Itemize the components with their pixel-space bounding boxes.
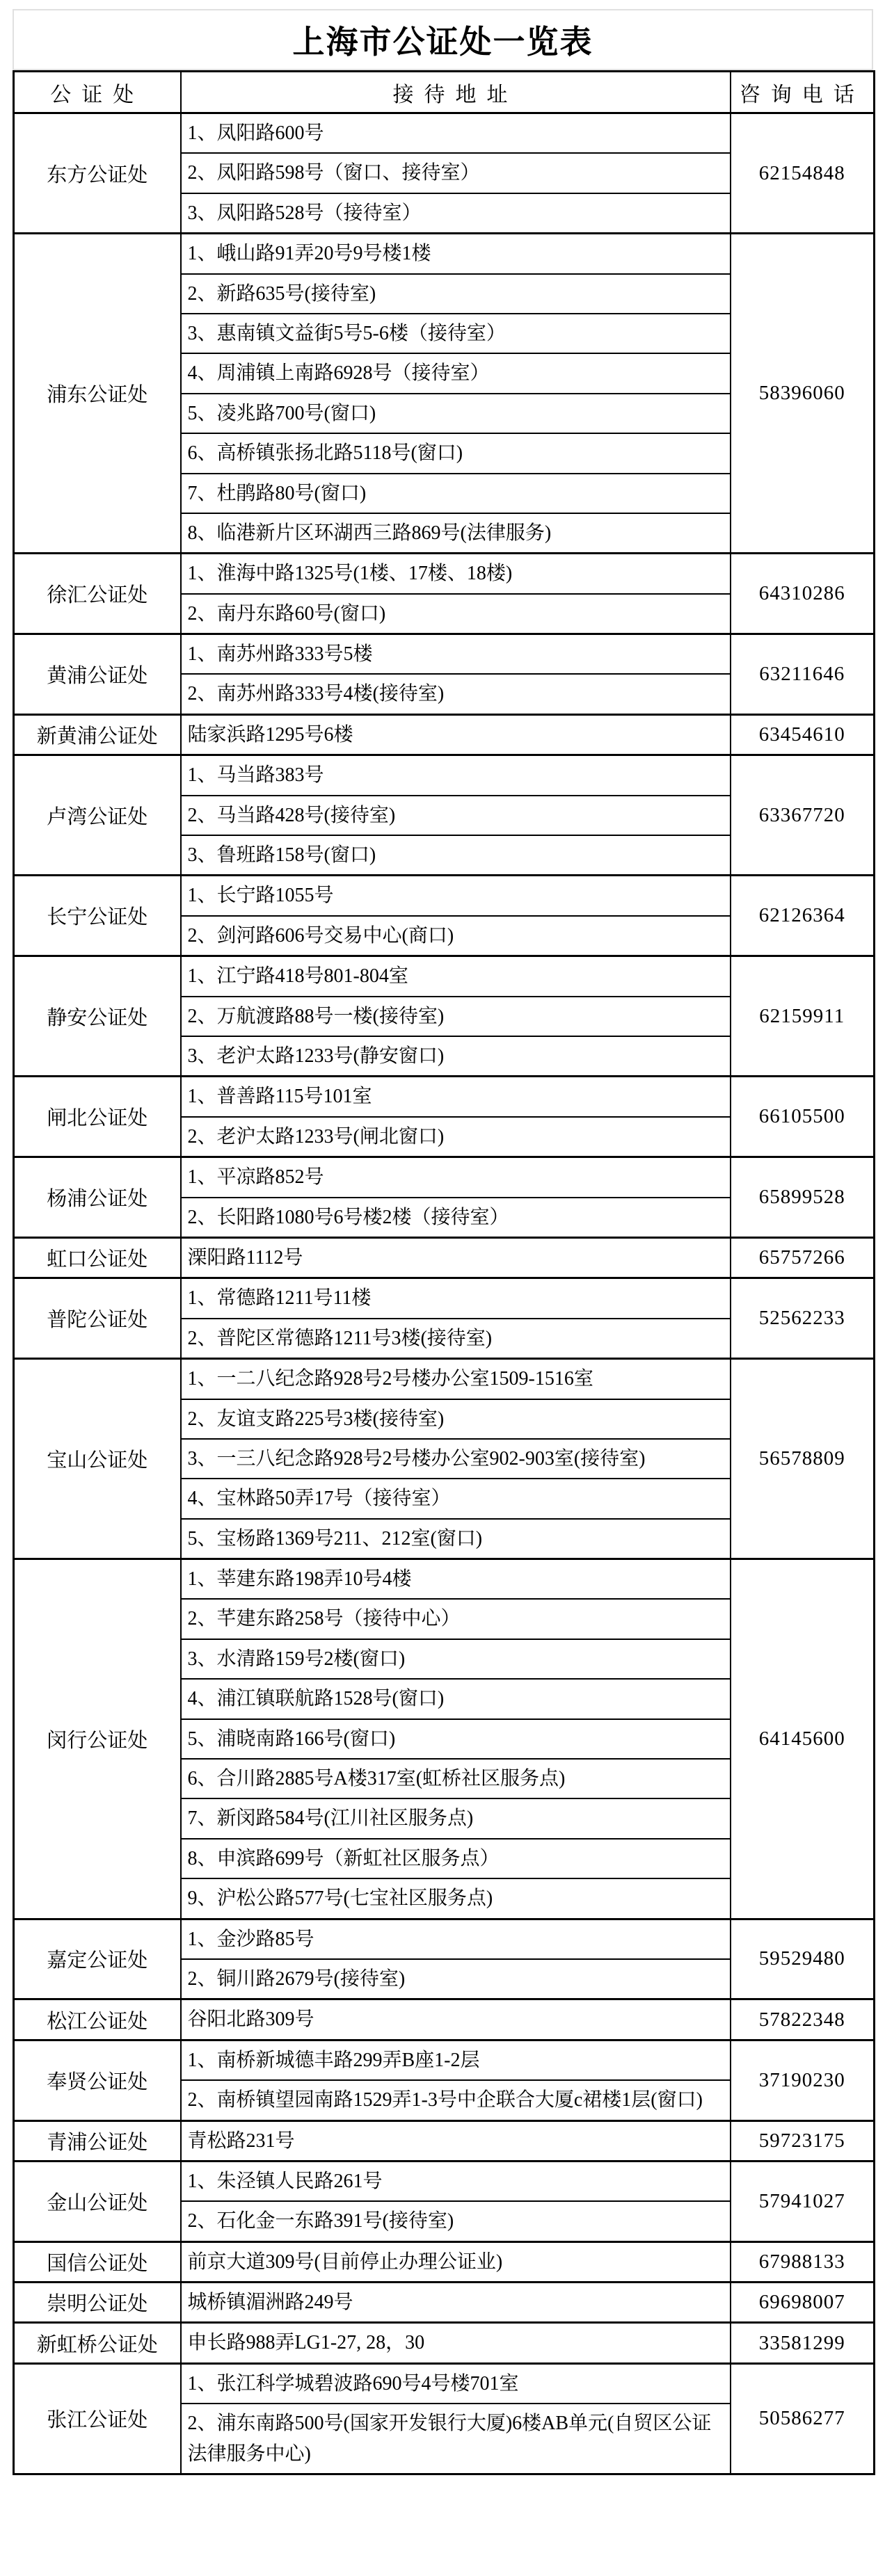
address-cell: 2、石化金一东路391号(接待室) — [181, 2201, 731, 2241]
table-row — [14, 1559, 875, 1600]
office-name-cell: 宝山公证处 — [14, 1359, 181, 1559]
phone-cell: 69698007 — [731, 2283, 875, 2323]
address-cell: 3、水清路159号2楼(窗口) — [181, 1639, 731, 1679]
address-cell: 7、杜鹃路80号(窗口) — [181, 474, 731, 513]
table-row — [14, 876, 875, 916]
phone-cell: 63211646 — [731, 634, 875, 715]
office-name-cell: 静安公证处 — [14, 956, 181, 1077]
table-row — [14, 1359, 875, 1399]
table-row — [14, 113, 875, 154]
header-office: 公证处 — [14, 72, 181, 113]
address-cell: 8、申滨路699号（新虹社区服务点） — [181, 1839, 731, 1878]
phone-cell: 63367720 — [731, 755, 875, 876]
address-cell: 2、新路635号(接待室) — [181, 274, 731, 314]
address-cell: 5、宝杨路1369号211、212室(窗口) — [181, 1519, 731, 1559]
address-cell: 4、宝林路50弄17号（接待室） — [181, 1479, 731, 1518]
address-cell: 谷阳北路309号 — [181, 1999, 731, 2040]
address-cell: 2、万航渡路88号一楼(接待室) — [181, 997, 731, 1036]
address-cell: 8、临港新片区环湖西三路869号(法律服务) — [181, 513, 731, 554]
phone-cell: 58396060 — [731, 234, 875, 554]
address-cell: 6、合川路2885号A楼317室(虹桥社区服务点) — [181, 1759, 731, 1798]
address-cell: 1、莘建东路198弄10号4楼 — [181, 1559, 731, 1600]
office-name-cell: 松江公证处 — [14, 1999, 181, 2040]
table-row — [14, 1919, 875, 1959]
phone-cell: 56578809 — [731, 1359, 875, 1559]
address-cell: 1、常德路1211号11楼 — [181, 1278, 731, 1319]
address-cell: 2、芊建东路258号（接待中心） — [181, 1599, 731, 1639]
office-name-cell: 国信公证处 — [14, 2241, 181, 2282]
address-cell: 2、南丹东路60号(窗口) — [181, 594, 731, 634]
address-cell: 1、淮海中路1325号(1楼、17楼、18楼) — [181, 554, 731, 594]
address-cell: 2、普陀区常德路1211号3楼(接待室) — [181, 1319, 731, 1359]
phone-cell: 65899528 — [731, 1157, 875, 1238]
phone-cell: 64145600 — [731, 1559, 875, 1919]
notary-offices-table — [13, 70, 875, 2475]
office-name-cell: 普陀公证处 — [14, 1278, 181, 1359]
office-name-cell: 张江公证处 — [14, 2363, 181, 2474]
office-name-cell: 新黄浦公证处 — [14, 714, 181, 755]
office-name-cell: 崇明公证处 — [14, 2283, 181, 2323]
phone-cell: 57822348 — [731, 1999, 875, 2040]
address-cell: 2、南桥镇望园南路1529弄1-3号中企联合大厦c裙楼1层(窗口) — [181, 2080, 731, 2120]
address-cell: 2、剑河路606号交易中心(商口) — [181, 916, 731, 956]
phone-cell: 62126364 — [731, 876, 875, 956]
office-name-cell: 奉贤公证处 — [14, 2040, 181, 2120]
table-row — [14, 554, 875, 594]
table-row — [14, 634, 875, 675]
table-row — [14, 755, 875, 796]
phone-cell: 59723175 — [731, 2120, 875, 2161]
table-row — [14, 2161, 875, 2201]
table-row — [14, 714, 875, 755]
phone-cell: 64310286 — [731, 554, 875, 634]
address-cell: 1、一二八纪念路928号2号楼办公室1509-1516室 — [181, 1359, 731, 1399]
phone-cell: 67988133 — [731, 2241, 875, 2282]
address-cell: 申长路988弄LG1-27, 28，30 — [181, 2323, 731, 2363]
office-name-cell: 金山公证处 — [14, 2161, 181, 2241]
address-cell: 3、一三八纪念路928号2号楼办公室902-903室(接待室) — [181, 1439, 731, 1479]
office-name-cell: 新虹桥公证处 — [14, 2323, 181, 2363]
address-cell: 1、朱泾镇人民路261号 — [181, 2161, 731, 2201]
page-title: 上海市公证处一览表 — [292, 24, 593, 60]
address-cell: 6、高桥镇张扬北路5118号(窗口) — [181, 433, 731, 473]
phone-cell: 66105500 — [731, 1077, 875, 1157]
office-name-cell: 长宁公证处 — [14, 876, 181, 956]
address-cell: 4、浦江镇联航路1528号(窗口) — [181, 1679, 731, 1718]
address-cell: 3、惠南镇文益街5号5-6楼（接待室） — [181, 314, 731, 353]
phone-cell: 37190230 — [731, 2040, 875, 2120]
office-name-cell: 闵行公证处 — [14, 1559, 181, 1919]
address-cell: 9、沪松公路577号(七宝社区服务点) — [181, 1878, 731, 1919]
header-phone: 咨询电话 — [731, 72, 875, 113]
address-cell: 5、浦晓南路166号(窗口) — [181, 1719, 731, 1759]
address-cell: 1、凤阳路600号 — [181, 113, 731, 154]
title-block — [13, 9, 873, 70]
phone-cell: 59529480 — [731, 1919, 875, 1999]
address-cell: 2、长阳路1080号6号楼2楼（接待室） — [181, 1198, 731, 1238]
address-cell: 2、老沪太路1233号(闸北窗口) — [181, 1117, 731, 1157]
address-cell: 1、南桥新城德丰路299弄B座1-2层 — [181, 2040, 731, 2080]
table-row — [14, 1237, 875, 1278]
address-cell: 1、马当路383号 — [181, 755, 731, 796]
table-row — [14, 2283, 875, 2323]
office-name-cell: 黄浦公证处 — [14, 634, 181, 715]
office-name-cell: 嘉定公证处 — [14, 1919, 181, 1999]
phone-cell: 57941027 — [731, 2161, 875, 2241]
address-cell: 1、平凉路852号 — [181, 1157, 731, 1198]
address-cell: 2、浦东南路500号(国家开发银行大厦)6楼AB单元(自贸区公证法律服务中心) — [181, 2404, 731, 2474]
table-row — [14, 1077, 875, 1117]
office-name-cell: 徐汇公证处 — [14, 554, 181, 634]
address-cell: 青松路231号 — [181, 2120, 731, 2161]
address-cell: 溧阳路1112号 — [181, 1237, 731, 1278]
office-name-cell: 东方公证处 — [14, 113, 181, 234]
phone-cell: 62159911 — [731, 956, 875, 1077]
table-row — [14, 2241, 875, 2282]
phone-cell: 62154848 — [731, 113, 875, 234]
office-name-cell: 虹口公证处 — [14, 1237, 181, 1278]
address-cell: 2、铜川路2679号(接待室) — [181, 1959, 731, 1999]
address-cell: 3、鲁班路158号(窗口) — [181, 835, 731, 876]
table-row — [14, 2040, 875, 2080]
address-cell: 1、张江科学城碧波路690号4号楼701室 — [181, 2363, 731, 2404]
table-row — [14, 1157, 875, 1198]
address-cell: 1、普善路115号101室 — [181, 1077, 731, 1117]
table-row — [14, 2120, 875, 2161]
office-name-cell: 杨浦公证处 — [14, 1157, 181, 1238]
address-cell: 2、马当路428号(接待室) — [181, 796, 731, 835]
table-row — [14, 956, 875, 997]
phone-cell: 65757266 — [731, 1237, 875, 1278]
address-cell: 3、老沪太路1233号(静安窗口) — [181, 1036, 731, 1077]
phone-cell: 33581299 — [731, 2323, 875, 2363]
table-row — [14, 2323, 875, 2363]
address-cell: 5、凌兆路700号(窗口) — [181, 394, 731, 433]
office-name-cell: 闸北公证处 — [14, 1077, 181, 1157]
office-name-cell: 青浦公证处 — [14, 2120, 181, 2161]
table-row — [14, 2363, 875, 2404]
table-row — [14, 1278, 875, 1319]
address-cell: 陆家浜路1295号6楼 — [181, 714, 731, 755]
table-row — [14, 234, 875, 274]
header-row — [14, 72, 875, 113]
address-cell: 3、凤阳路528号（接待室） — [181, 193, 731, 234]
address-cell: 1、江宁路418号801-804室 — [181, 956, 731, 997]
header-address: 接待地址 — [181, 72, 731, 113]
address-cell: 4、周浦镇上南路6928号（接待室） — [181, 353, 731, 393]
table-row — [14, 1999, 875, 2040]
address-cell: 2、友谊支路225号3楼(接待室) — [181, 1399, 731, 1439]
address-cell: 7、新闵路584号(江川社区服务点) — [181, 1798, 731, 1838]
phone-cell: 63454610 — [731, 714, 875, 755]
address-cell: 前京大道309号(目前停止办理公证业) — [181, 2241, 731, 2282]
address-cell: 1、峨山路91弄20号9号楼1楼 — [181, 234, 731, 274]
office-name-cell: 浦东公证处 — [14, 234, 181, 554]
phone-cell: 50586277 — [731, 2363, 875, 2474]
address-cell: 2、南苏州路333号4楼(接待室) — [181, 674, 731, 714]
address-cell: 2、凤阳路598号（窗口、接待室） — [181, 153, 731, 193]
address-cell: 1、金沙路85号 — [181, 1919, 731, 1959]
address-cell: 1、南苏州路333号5楼 — [181, 634, 731, 675]
address-cell: 1、长宁路1055号 — [181, 876, 731, 916]
phone-cell: 52562233 — [731, 1278, 875, 1359]
address-cell: 城桥镇湄洲路249号 — [181, 2283, 731, 2323]
office-name-cell: 卢湾公证处 — [14, 755, 181, 876]
